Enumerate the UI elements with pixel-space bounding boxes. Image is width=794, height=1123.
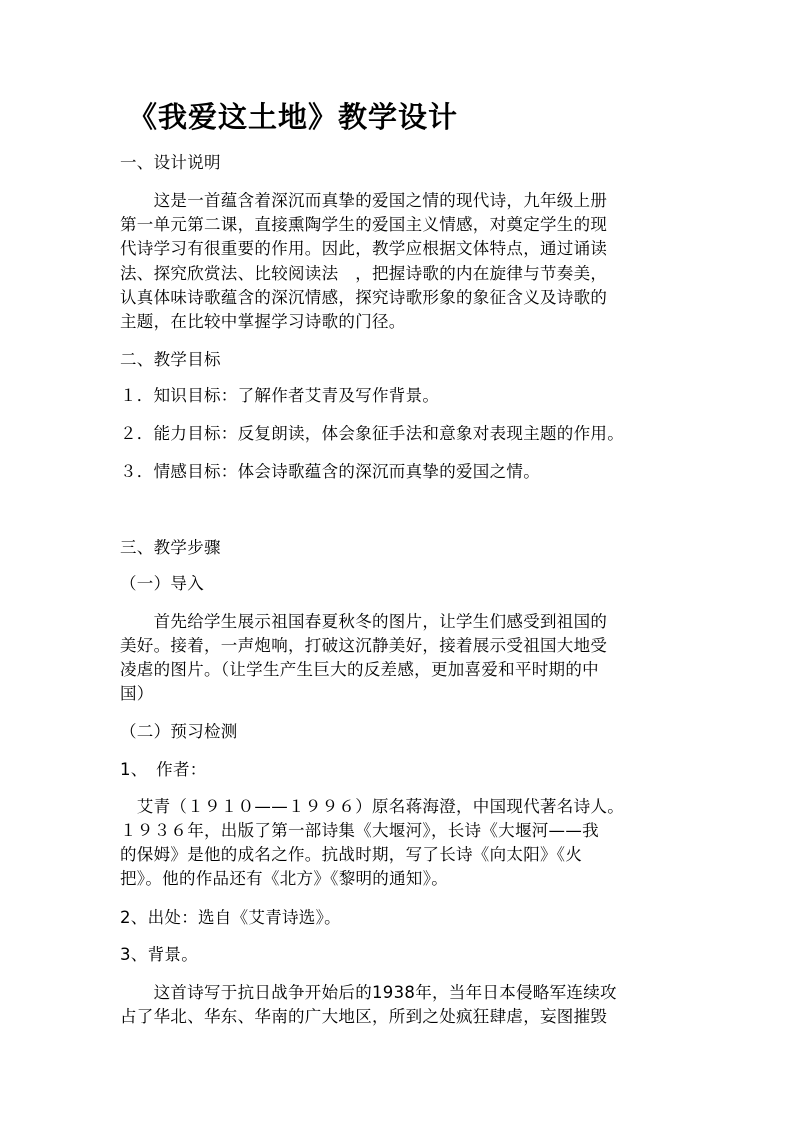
goal-item: ３．情感目标：体会诗歌蕴含的深沉而真挚的爱国之情。 (120, 462, 540, 481)
section-heading-design-notes: 一、设计说明 (120, 153, 221, 172)
item-source: 2、出处：选自《艾青诗选》。 (120, 908, 341, 927)
item-background-heading: 3、背景。 (120, 945, 198, 964)
paragraph-line: 法、探究欣赏法、比较阅读法 ，把握诗歌的内在旋律与节奏美， (120, 264, 608, 283)
goal-item: ２．能力目标：反复朗读，体会象征手法和意象对表现主题的作用。 (120, 424, 624, 443)
paragraph-line: 主题，在比较中掌握学习诗歌的门径。 (120, 312, 406, 331)
paragraph-line: １９３６年，出版了第一部诗集《大堰河》，长诗《大堰河——我 (120, 821, 599, 840)
paragraph-line: 认真体味诗歌蕴含的深沉情感，探究诗歌形象的象征含义及诗歌的 (120, 288, 608, 307)
paragraph-line: 把》。他的作品还有《北方》《黎明的通知》。 (120, 869, 449, 888)
paragraph-line: 凌虐的图片。（让学生产生巨大的反差感，更加喜爱和平时期的中 (120, 660, 599, 679)
subheading-introduction: （一）导入 (120, 574, 204, 593)
document-title: 《我爱这土地》教学设计 (128, 100, 459, 134)
paragraph-line: 这首诗写于抗日战争开始后的1938年，当年日本侵略军连续攻 (120, 983, 617, 1002)
paragraph-line: 国） (120, 684, 154, 703)
paragraph-line: 艾青（１９１０——１９９６）原名蒋海澄，中国现代著名诗人。 (120, 797, 624, 816)
section-heading-teaching-goals: 二、教学目标 (120, 350, 221, 369)
subheading-preview-check: （二）预习检测 (120, 722, 238, 741)
section-heading-teaching-steps: 三、教学步骤 (120, 538, 221, 557)
paragraph-line: 第一单元第二课，直接熏陶学生的爱国主义情感，对奠定学生的现 (120, 215, 608, 234)
item-author-heading: 1、 作者： (120, 760, 207, 779)
paragraph-line: 美好。接着，一声炮响，打破这沉静美好，接着展示受祖国大地受 (120, 636, 608, 655)
paragraph-line: 代诗学习有很重要的作用。因此，教学应根据文体特点，通过诵读 (120, 239, 608, 258)
goal-item: １．知识目标：了解作者艾青及写作背景。 (120, 386, 440, 405)
paragraph-line: 的保姆》是他的成名之作。抗战时期，写了长诗《向太阳》《火 (120, 845, 583, 864)
paragraph-line: 占了华北、华东、华南的广大地区，所到之处疯狂肆虐，妄图摧毁 (120, 1007, 608, 1026)
paragraph-line: 这是一首蕴含着深沉而真挚的爱国之情的现代诗，九年级上册 (120, 191, 608, 210)
paragraph-line: 首先给学生展示祖国春夏秋冬的图片，让学生们感受到祖国的 (120, 612, 608, 631)
